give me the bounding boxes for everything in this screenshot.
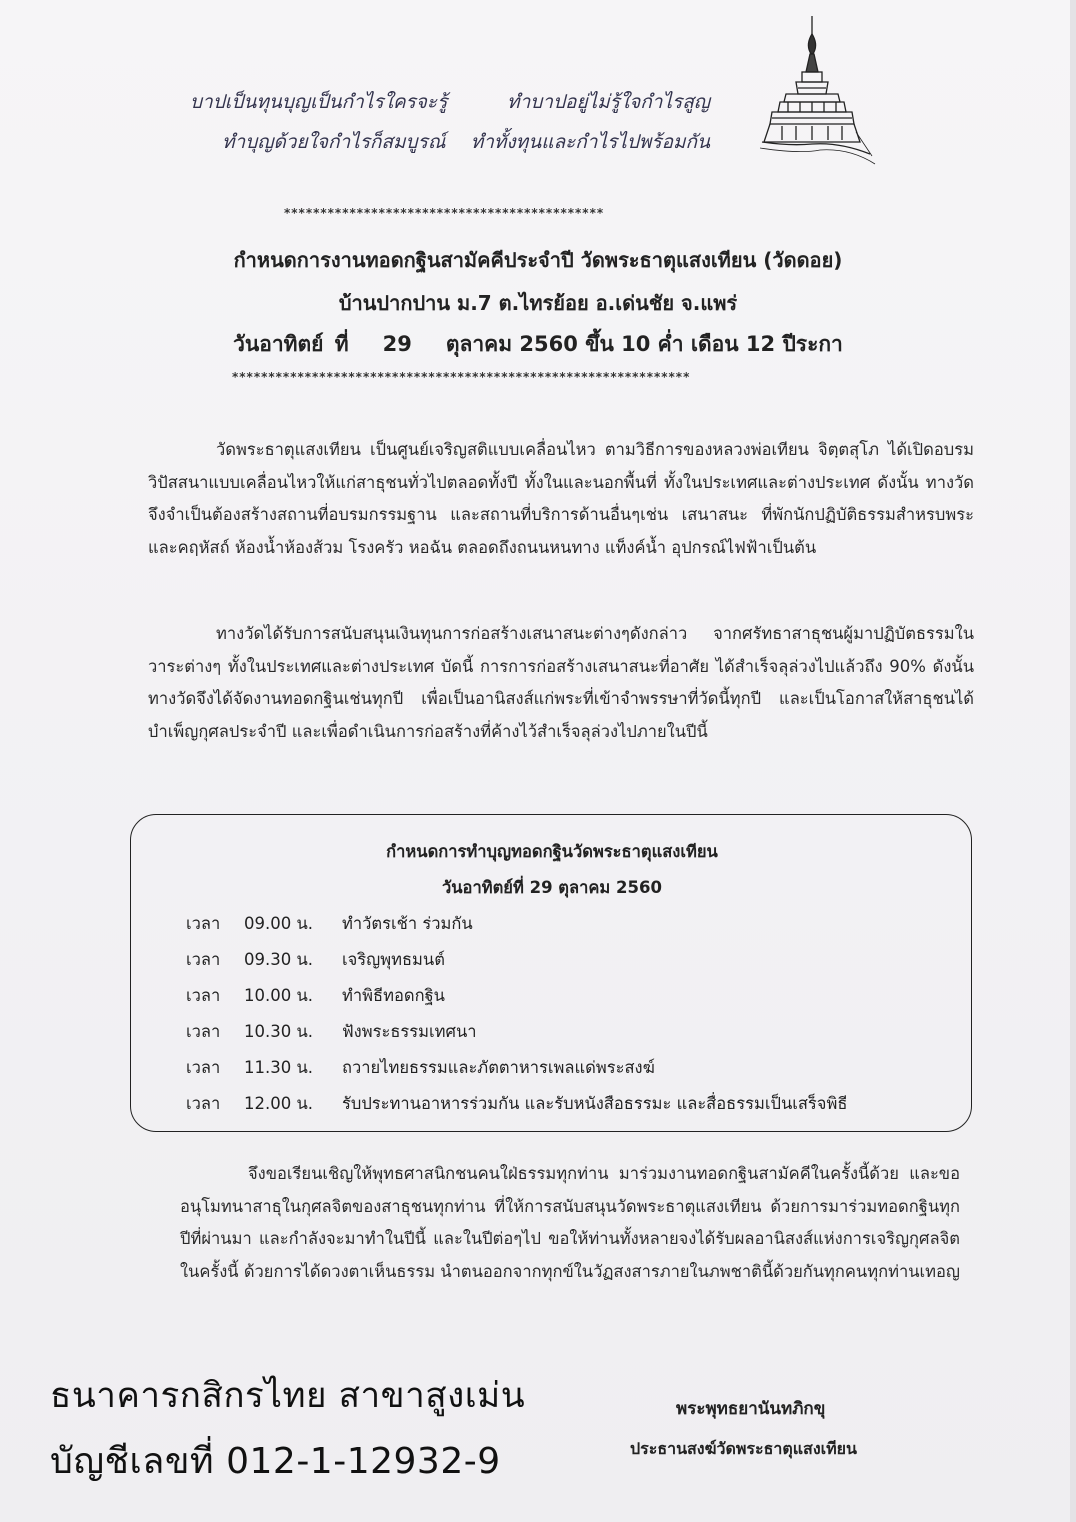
paragraph-intro: วัดพระธาตุแสงเทียน เป็นศูนย์เจริญสติแบบเคลื่อนไหว ตามวิธีการของหลวงพ่อเทียน จิตฺตสุโภ ได้เปิดอบรมวิปัสสนาแบบเคลื่อนไหวให้แก่สาธุชนทั่วไปตลอดทั้งปี ทั้งในและนอกพื้นที่ ทั้งในประเทศและต่างประเทศ ดังนั้น ทางวัด จึงจำเป็นต้องสร้างสถานที่อบรมกรรมฐาน และสถานที่บริการด้านอื่นๆเช่น เสนาสนะ ที่พักนักปฏิบัติธรรมสำหรบพระและคฤหัสถ์ ห้องน้ำห้องส้วม โรงครัว หอฉัน ตลอดถึงถนนหนทาง แท็งค์น้ำ อุปกรณ์ไฟฟ้าเป็นต้น [148,440,974,557]
schedule-row [186,1055,655,1081]
schedule-row-activity: ทำพิธีทอดกฐิน [342,986,445,1005]
opening-poem [190,82,710,162]
poem-line-1a: บาปเป็นทุนบุญเป็นกำไรใครจะรู้ [190,91,448,113]
schedule-row-activity: รับประทานอาหารร่วมกัน และรับหนังสือธรรมะ และสื่อธรรมเป็นเสร็จพิธี [342,1094,848,1113]
schedule-row-activity: ถวายไทยธรรมและภัตตาหารเพลแด่พระสงฆ์ [342,1058,655,1077]
schedule-row-label: เวลา [186,986,221,1005]
page-title: กำหนดการงานทอดกฐินสามัคคีประจำปี วัดพระธาตุแสงเทียน (วัดดอย) [233,248,843,272]
poem-line-1b: ทำบาปอยู่ไม่รู้ใจกำไรสูญ [507,91,710,113]
schedule-row-activity: ทำวัตรเช้า ร่วมกัน [342,914,473,933]
poem-line-2b: ทำทั้งทุนและกำไรไปพร้อมกัน [470,131,710,153]
schedule-title: กำหนดการทำบุญทอดกฐินวัดพระธาตุแสงเทียน [386,842,718,861]
schedule-row-activity: เจริญพุทธมนต์ [342,950,445,969]
schedule-row [186,1019,477,1045]
schedule-row-time: 09.30 น. [244,950,314,969]
address: บ้านปากปาน ม.7 ต.ไทรย้อย อ.เด่นชัย จ.แพร่ [338,291,738,315]
schedule-row [186,983,445,1009]
pagoda-icon [760,14,880,174]
schedule-row-time: 10.30 น. [244,1022,314,1041]
schedule-row-time: 10.00 น. [244,986,314,1005]
signer-title: ประธานสงฆ์วัดพระธาตุแสงเทียน [630,1439,857,1458]
event-date [0,328,1076,361]
event-date-day: วันอาทิตย์ ที่ [233,332,349,356]
poem-line-2a: ทำบุญด้วยใจกำไรก็สมบูรณ์ [222,131,446,153]
schedule-date: วันอาทิตย์ที่ 29 ตุลาคม 2560 [442,878,662,897]
bank-account-number: บัญชีเลขที่ 012-1-12932-9 [50,1441,501,1482]
schedule-row-time: 11.30 น. [244,1058,314,1077]
schedule-row-activity: ฟังพระธรรมเทศนา [342,1022,477,1041]
schedule-row-time: 09.00 น. [244,914,314,933]
schedule-row-label: เวลา [186,950,221,969]
event-date-rest: ตุลาคม 2560 ขึ้น 10 ค่ำ เดือน 12 ปีระกา [445,332,843,356]
paragraph-construction: ทางวัดได้รับการสนับสนุนเงินทุนการก่อสร้างเสนาสนะต่างๆดังกล่าว จากศรัทธาสาธุชนผู้มาปฏิบัตธรรมในวาระต่างๆ ทั้งในประเทศและต่างประเทศ บัดนี้ การการก่อสร้างเสนาสนะที่อาศัย ได้สำเร็จลุล่วงไปแล้วถึง 90% ดังนั้น ทางวัดจึงได้จัดงานทอดกฐินเช่นทุกปี เพื่อเป็นอานิสงส์แก่พระที่เข้าจำพรรษาที่วัดนี้ทุกปี และเป็นโอกาสให้สาธุชนได้บำเพ็ญกุศลประจำปี และเพื่อดำเนินการก่อสร้างที่ค้างไว้สำเร็จลุล่วงไปภายในปีนี้ [148,624,974,741]
bank-name: ธนาคารกสิกรไทย สาขาสูงเม่น [50,1376,526,1416]
poem-line-2 [190,122,710,162]
event-date-number: 29 [382,332,412,356]
schedule-row-label: เวลา [186,1022,221,1041]
signer-name: พระพุทธยานันทภิกขุ [676,1399,826,1419]
schedule-row-label: เวลา [186,914,221,933]
schedule-row [186,911,473,937]
schedule-row-time: 12.00 น. [244,1094,314,1113]
schedule-row [186,947,445,973]
schedule-row-label: เวลา [186,1058,221,1077]
poem-line-1 [190,82,710,122]
schedule-row-label: เวลา [186,1094,221,1113]
decorative-stars-top: ******************************************** [284,206,605,220]
schedule-row [186,1091,847,1117]
paragraph-invitation: จึงขอเรียนเชิญให้พุทธศาสนิกชนคนใฝ่ธรรมทุกท่าน มาร่วมงานทอดกฐินสามัคคีในครั้งนี้ด้วย และขออนุโมทนาสาธุในกุศลจิตของสาธุชนทุกท่าน ที่ให้การสนับสนุนวัดพระธาตุแสงเทียน ด้วยการมาร่วมทอดกฐินทุกปีที่ผ่านมา และกำลังจะมาทำในปีนี้ และในปีต่อๆไป ขอให้ท่านทั้งหลายจงได้รับผลอานิสงส์แห่งการเจริญกุศลจิตในครั้งนี้ ด้วยการได้ดวงตาเห็นธรรม นำตนออกจากทุกข์ในวัฏสงสารภายในภพชาตินี้ด้วยกันทุกคนทุกท่านเทอญ [180,1164,960,1281]
decorative-stars-bottom: *************************************************************** [232,370,691,384]
schedule-box [130,814,972,1132]
